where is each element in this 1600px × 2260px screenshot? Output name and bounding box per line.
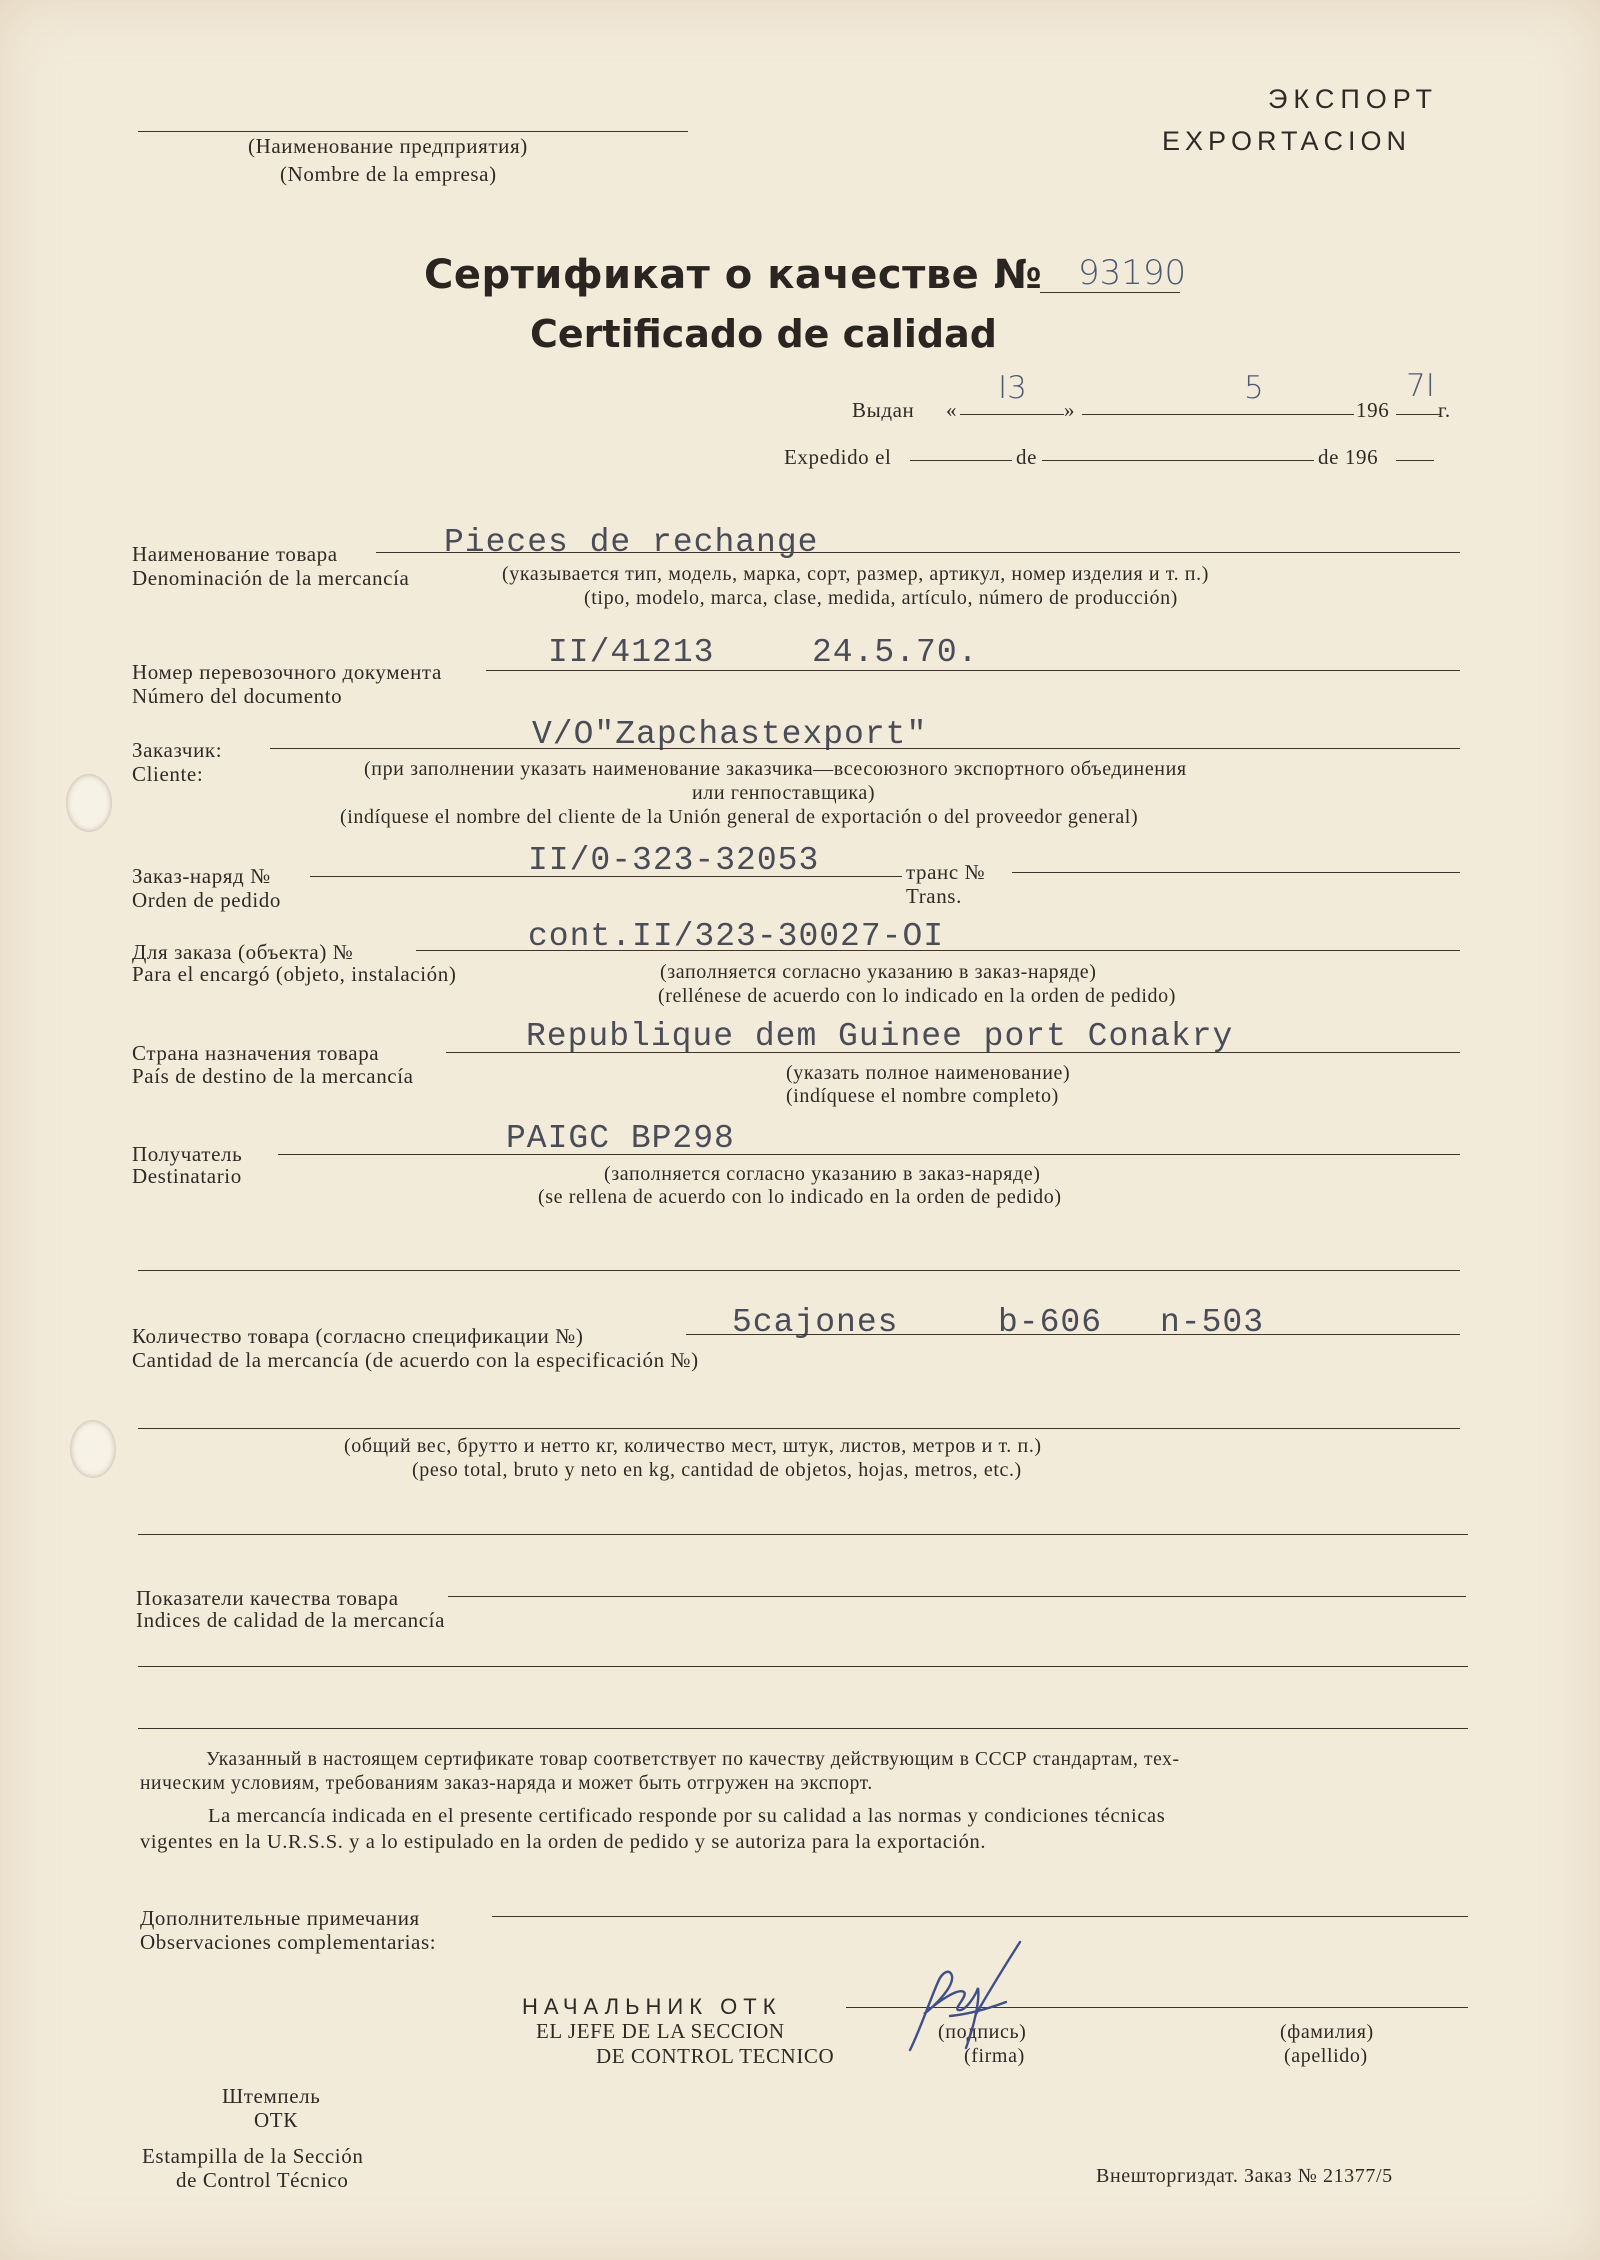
punch-hole-top (66, 774, 112, 832)
remarks-line (492, 1916, 1468, 1917)
issued-month-line (1082, 414, 1354, 415)
client-label-es: Cliente: (132, 762, 204, 786)
client-hint-ru-2: или генпоставщика) (692, 782, 876, 804)
quantity-hint-es: (peso total, bruto y neto en kg, cantidad de objetos, hojas, metros, etc.) (412, 1459, 1022, 1481)
order-trans-ru: транс № (906, 860, 986, 884)
object-hint-ru: (заполняется согласно указанию в заказ-наряде) (660, 961, 1097, 983)
certificate-number: 93190 (1078, 253, 1187, 293)
goods-hint-ru: (указывается тип, модель, марка, сорт, размер, артикул, номер изделия и т. п.) (502, 563, 1209, 585)
printer-footer: Внешторгиздат. Заказ № 21377/5 (1096, 2165, 1393, 2187)
recipient-label-es: Destinatario (132, 1164, 242, 1188)
issued-year-prefix-es: de 196 (1318, 445, 1379, 469)
handwritten-signature (880, 1930, 1040, 2070)
statement-es-2: vigentes en la U.R.S.S. y a lo estipulado en la orden de pedido y se autoriza para la exportación. (140, 1831, 987, 1853)
issued-es-month-line (1042, 460, 1314, 461)
recipient-hint-es: (se rellena de acuerdo con lo indicado en la orden de pedido) (538, 1186, 1062, 1208)
goods-label-ru: Наименование товара (132, 542, 338, 566)
object-label-es: Para el encargó (objeto, instalación) (132, 962, 457, 986)
client-hint-ru-1: (при заполнении указать наименование заказчика—всесоюзного экспортного объединения (364, 758, 1187, 780)
stamp-label-ru-1: Штемпель (222, 2084, 321, 2108)
object-value: cont.II/323-30027-OI (528, 918, 945, 955)
export-label-ru: ЭКСПОРТ (1268, 84, 1439, 114)
quantity-extra-line (138, 1428, 1460, 1429)
chief-label-ru: НАЧАЛЬНИК ОТК (522, 1994, 782, 2019)
destination-label-ru: Страна назначения товара (132, 1041, 380, 1065)
destination-hint-ru: (указать полное наименование) (786, 1062, 1071, 1084)
chief-label-es-2: DE CONTROL TECNICO (596, 2044, 835, 2068)
quantity-label-es: Cantidad de la mercancía (de acuerdo con la especificación №) (132, 1348, 699, 1372)
quality-label-ru: Показатели качества товара (136, 1586, 399, 1610)
issued-day: I3 (998, 370, 1027, 406)
stamp-label-es-2: de Control Técnico (176, 2168, 349, 2192)
export-label-es: EXPORTACION (1162, 126, 1412, 156)
quality-extra-line-2 (138, 1728, 1468, 1729)
issued-label-ru: Выдан (852, 398, 915, 422)
recipient-extra-line (138, 1270, 1460, 1271)
quantity-blank-line (138, 1534, 1468, 1535)
issued-label-es: Expedido el (784, 445, 892, 469)
goods-value: Pieces de rechange (444, 524, 819, 561)
stamp-label-ru-2: ОТК (254, 2108, 298, 2132)
issued-es-day-line (910, 460, 1012, 461)
destination-line (446, 1052, 1460, 1053)
signature-hint-ru: (подпись) (938, 2021, 1027, 2043)
destination-value: Republique dem Guinee port Conakry (526, 1018, 1234, 1055)
order-trans-es: Trans. (906, 884, 962, 908)
object-line (416, 950, 1460, 951)
punch-hole-bottom (70, 1420, 116, 1478)
stamp-label-es-1: Estampilla de la Sección (142, 2144, 364, 2168)
client-hint-es: (indíquese el nombre del cliente de la Unión general de exportación o del proveedor general) (340, 806, 1139, 828)
remarks-label-es: Observaciones complementarias: (140, 1930, 437, 1954)
company-label-ru: (Наименование предприятия) (248, 134, 528, 158)
remarks-label-ru: Дополнительные примечания (140, 1906, 420, 1930)
company-name-line (138, 131, 688, 132)
goods-hint-es: (tipo, modelo, marca, clase, medida, artículo, número de producción) (584, 587, 1178, 609)
issued-year-line (1396, 414, 1440, 415)
recipient-hint-ru: (заполняется согласно указанию в заказ-наряде) (604, 1163, 1041, 1185)
client-line (270, 748, 1460, 749)
issued-month: 5 (1244, 370, 1264, 406)
quantity-label-ru: Количество товара (согласно спецификации №) (132, 1324, 584, 1348)
recipient-label-ru: Получатель (132, 1142, 243, 1166)
object-hint-es: (rellénese de acuerdo con lo indicado en la orden de pedido) (658, 985, 1177, 1007)
quantity-value-n: n-503 (1160, 1304, 1265, 1341)
recipient-value: PAIGC BP298 (506, 1120, 735, 1157)
page-title: Сертификат о качестве № (424, 252, 1043, 298)
order-label-ru: Заказ-наряд № (132, 864, 271, 888)
quantity-value-boxes: 5cajones (732, 1304, 899, 1341)
quantity-line (686, 1334, 1460, 1335)
quantity-value-b: b-606 (998, 1304, 1103, 1341)
statement-ru-2: ническим условиям, требованиям заказ-наряда и может быть отгружен на экспорт. (140, 1773, 873, 1794)
issued-de-label: de (1016, 445, 1038, 469)
destination-label-es: País de destino de la mercancía (132, 1064, 414, 1088)
surname-hint-ru: (фамилия) (1280, 2021, 1374, 2043)
transport-doc-label-es: Número del documento (132, 684, 343, 708)
object-label-ru: Для заказа (объекта) № (132, 940, 354, 964)
transport-doc-line (486, 670, 1460, 671)
company-label-es: (Nombre de la empresa) (280, 162, 497, 186)
quantity-hint-ru: (общий вес, брутто и нетто кг, количество мест, штук, листов, метров и т. п.) (344, 1435, 1042, 1457)
client-label-ru: Заказчик: (132, 738, 223, 762)
issued-year-suffix-ru: г. (1438, 398, 1451, 422)
issued-quote-open: « (946, 398, 958, 422)
issued-quote-close: » (1064, 398, 1076, 422)
transport-doc-number: II/41213 (548, 634, 715, 671)
order-label-es: Orden de pedido (132, 888, 281, 912)
quality-line (448, 1596, 1466, 1597)
issued-year: 7I (1406, 368, 1435, 404)
issued-year-prefix-ru: 196 (1356, 398, 1390, 422)
issued-day-line (960, 414, 1064, 415)
page-subtitle: Certificado de calidad (530, 312, 997, 356)
transport-doc-date: 24.5.70. (812, 634, 979, 671)
issued-es-year-line (1396, 460, 1434, 461)
signature-hint-es: (firma) (964, 2045, 1025, 2067)
order-line (310, 876, 902, 877)
destination-hint-es: (indíquese el nombre completo) (786, 1085, 1059, 1107)
goods-label-es: Denominación de la mercancía (132, 566, 410, 590)
surname-hint-es: (apellido) (1284, 2045, 1368, 2067)
client-value: V/O"Zapchastexport" (532, 716, 928, 753)
transport-doc-label-ru: Номер перевозочного документа (132, 660, 442, 684)
statement-ru-1: Указанный в настоящем сертификате товар соответствует по качеству действующим в СССР стандартам, тех- (206, 1749, 1180, 1770)
order-value: II/0-323-32053 (528, 842, 820, 879)
recipient-line (278, 1154, 1460, 1155)
chief-label-es-1: EL JEFE DE LA SECCION (536, 2019, 785, 2043)
quality-extra-line-1 (138, 1666, 1468, 1667)
order-trans-line (1012, 872, 1460, 873)
statement-es-1: La mercancía indicada en el presente certificado responde por su calidad a las normas y condiciones técnicas (208, 1805, 1166, 1827)
quality-label-es: Indices de calidad de la mercancía (136, 1608, 445, 1632)
